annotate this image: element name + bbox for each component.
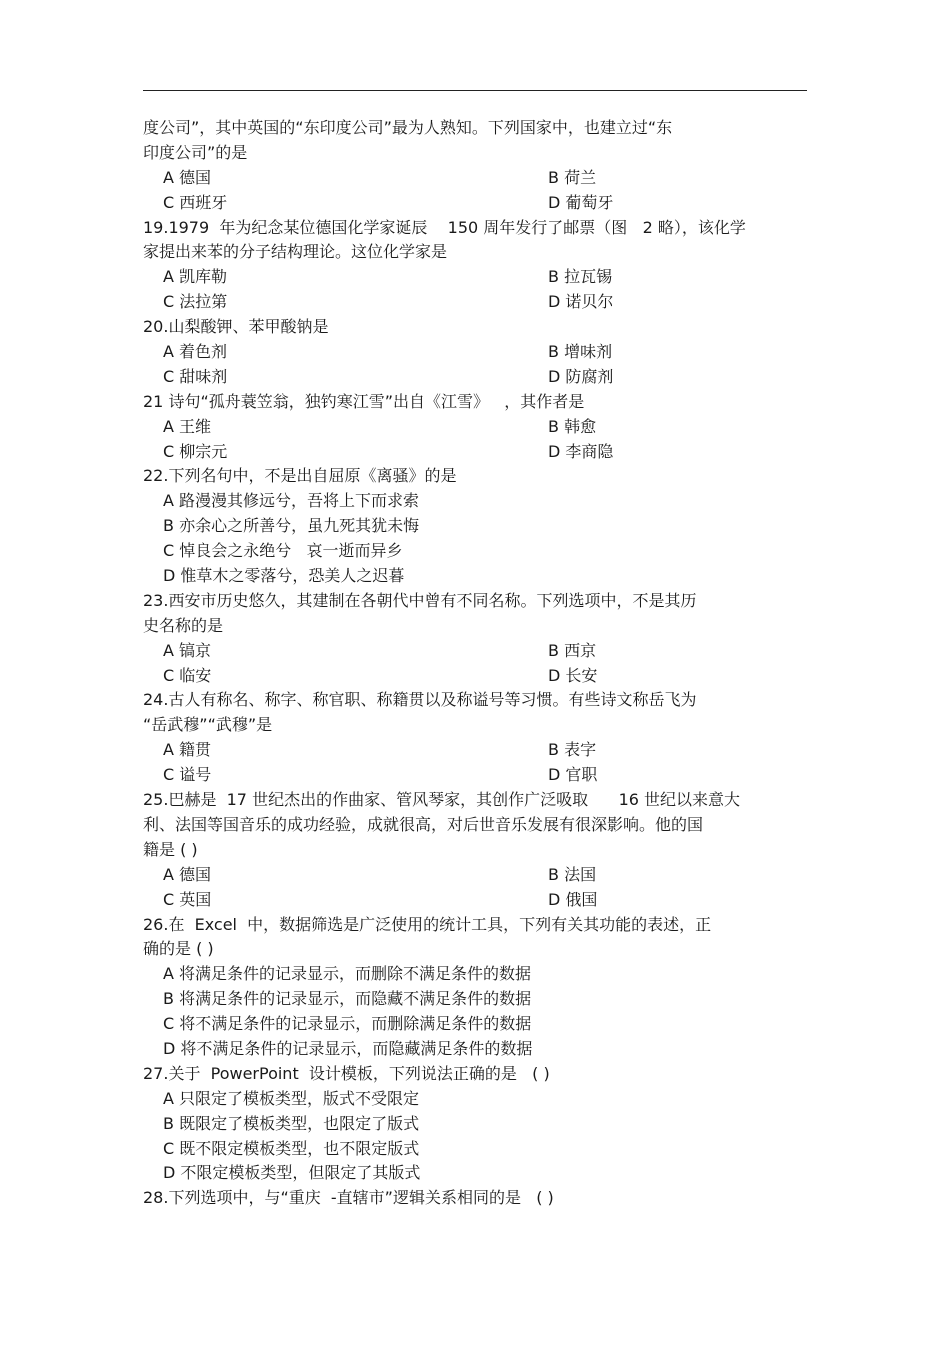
option-row: [143, 738, 807, 763]
option-d: D 李商隐: [548, 441, 614, 461]
option-b: B 西京: [548, 640, 597, 660]
option-b: B 将满足条件的记录显示，而隐藏不满足条件的数据: [163, 989, 532, 1009]
question-text: 22.下列名句中，不是出自屈原《离骚》的是: [143, 466, 457, 486]
option-row: [143, 664, 807, 689]
option-c: C 将不满足条件的记录显示，而删除满足条件的数据: [163, 1014, 532, 1034]
question-23: [143, 589, 807, 689]
option-row: [143, 365, 807, 390]
option-b: B 荷兰: [548, 167, 597, 187]
question-text: “岳武穆”“武穆”是: [143, 715, 273, 735]
option-c: C 临安: [163, 665, 212, 685]
option-row: [143, 340, 807, 365]
option-c: C 既不限定模板类型，也不限定版式: [163, 1138, 420, 1158]
option-b: B 拉瓦锡: [548, 267, 613, 287]
question-text: 26.在 Excel 中，数据筛选是广泛使用的统计工具，下列有关其功能的表述，正: [143, 914, 712, 934]
option-a: A 王维: [163, 416, 212, 436]
option-row: [143, 639, 807, 664]
option-a: A 德国: [163, 864, 212, 884]
question-list: [143, 116, 807, 1211]
question-text: 25.巴赫是 17 世纪杰出的作曲家、管风琴家，其创作广泛吸取 16 世纪以来意大: [143, 790, 741, 810]
option-d: D 防腐剂: [548, 366, 614, 386]
option-b: B 法国: [548, 864, 597, 884]
question-18: [143, 116, 807, 216]
question-text: 度公司”，其中英国的“东印度公司”最为人熟知。下列国家中，也建立过“东: [143, 118, 673, 137]
option-row: [143, 863, 807, 888]
question-27: [143, 1062, 807, 1186]
option-row: [143, 763, 807, 788]
question-text: 史名称的是: [143, 615, 224, 635]
option-d: D 长安: [548, 665, 598, 685]
option-row: [143, 888, 807, 913]
question-text: 印度公司”的是: [143, 142, 248, 162]
option-a: A 凯库勒: [163, 267, 228, 287]
question-text: 24.古人有称名、称字、称官职、称籍贯以及称谥号等习惯。有些诗文称岳飞为: [143, 690, 697, 710]
header-rule: [143, 90, 807, 91]
question-text: 28.下列选项中，与“重庆 -直辖市”逻辑关系相同的是 ( ): [143, 1188, 554, 1208]
option-a: A 籍贯: [163, 740, 212, 760]
option-d: D 官职: [548, 765, 598, 785]
question-21: [143, 390, 807, 465]
option-b: B 表字: [548, 740, 597, 760]
option-a: A 将满足条件的记录显示，而删除不满足条件的数据: [163, 964, 532, 984]
option-b: B 增味剂: [548, 342, 613, 362]
question-22: [143, 464, 807, 588]
question-text: 20.山梨酸钾、苯甲酸钠是: [143, 317, 329, 337]
option-d: D 将不满足条件的记录显示，而隐藏满足条件的数据: [163, 1038, 533, 1058]
option-a: A 只限定了模板类型，版式不受限定: [163, 1088, 420, 1108]
option-a: A 路漫漫其修远兮，吾将上下而求索: [163, 491, 420, 511]
option-a: A 镐京: [163, 640, 212, 660]
option-row: [143, 191, 807, 216]
option-d: D 俄国: [548, 889, 598, 909]
option-row: [143, 415, 807, 440]
question-text: 23.西安市历史悠久，其建制在各朝代中曾有不同名称。下列选项中，不是其历: [143, 590, 697, 610]
question-text: 籍是 ( ): [143, 839, 198, 859]
option-row: [143, 440, 807, 465]
option-row: [143, 290, 807, 315]
question-25: [143, 788, 807, 912]
question-text: 利、法国等国音乐的成功经验，成就很高，对后世音乐发展有很深影响。他的国: [143, 814, 704, 834]
option-b: B 韩愈: [548, 416, 597, 436]
option-row: [143, 265, 807, 290]
option-c: C 法拉第: [163, 292, 228, 312]
question-text: 家提出来苯的分子结构理论。这位化学家是: [143, 242, 448, 262]
question-text: 19.1979 年为纪念某位德国化学家诞辰 150 周年发行了邮票（图 2 略），该化学: [143, 217, 746, 237]
option-d: D 惟草木之零落兮，恐美人之迟暮: [163, 566, 405, 586]
option-c: C 甜味剂: [163, 366, 228, 386]
option-d: D 不限定模板类型，但限定了其版式: [163, 1163, 421, 1183]
option-c: C 谥号: [163, 765, 212, 785]
option-c: C 悼良会之永绝兮 哀一逝而异乡: [163, 541, 403, 561]
option-b: B 既限定了模板类型，也限定了版式: [163, 1113, 420, 1133]
option-b: B 亦余心之所善兮，虽九死其犹未悔: [163, 516, 420, 536]
question-26: [143, 913, 807, 1062]
option-row: [143, 166, 807, 191]
option-c: C 柳宗元: [163, 441, 228, 461]
question-24: [143, 688, 807, 788]
option-a: A 着色剂: [163, 342, 228, 362]
option-d: D 诺贝尔: [548, 292, 614, 312]
question-19: [143, 216, 807, 316]
question-28: [143, 1186, 807, 1211]
question-text: 27.关于 PowerPoint 设计模板，下列说法正确的是 ( ): [143, 1063, 550, 1083]
question-text: 21 诗句“孤舟蓑笠翁，独钓寒江雪”出自《江雪》 ，其作者是: [143, 391, 585, 411]
option-a: A 德国: [163, 167, 212, 187]
option-d: D 葡萄牙: [548, 192, 614, 212]
option-c: C 西班牙: [163, 192, 228, 212]
question-text: 确的是 ( ): [143, 939, 214, 959]
question-20: [143, 315, 807, 390]
option-c: C 英国: [163, 889, 212, 909]
